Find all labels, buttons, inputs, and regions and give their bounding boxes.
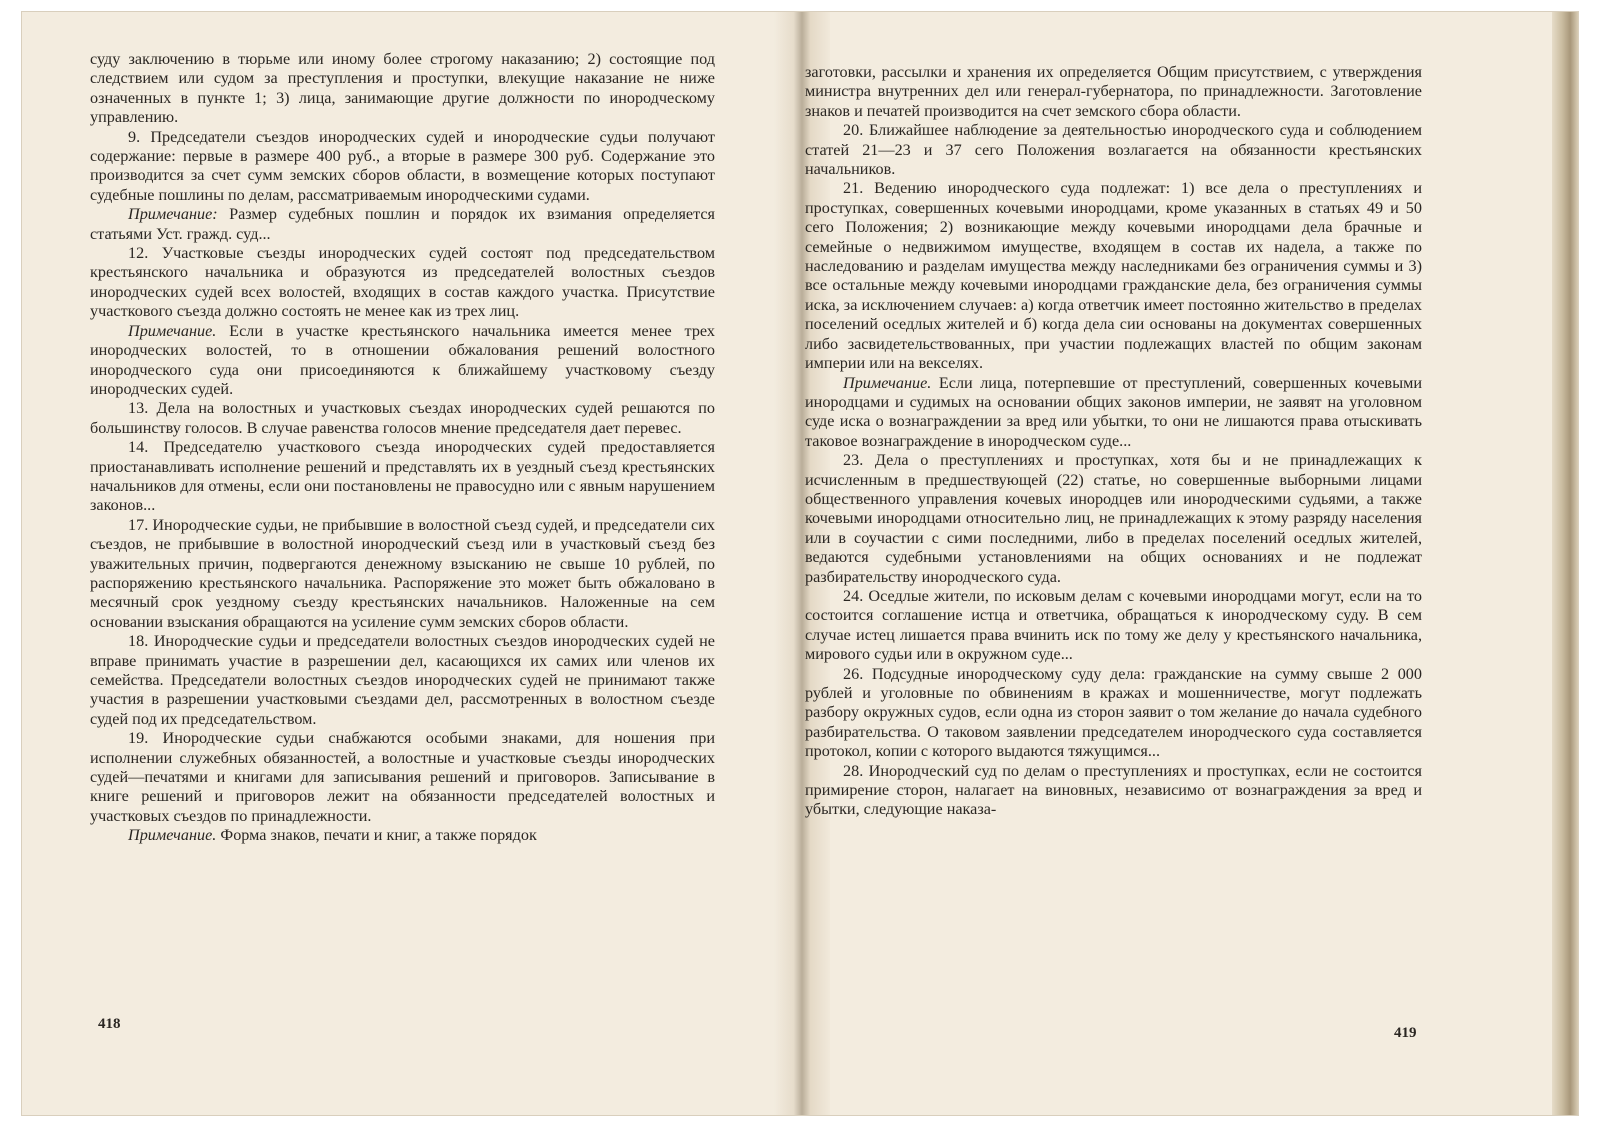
paragraph <box>805 63 1422 121</box>
paragraph <box>805 121 1422 179</box>
left-page-text <box>90 50 715 846</box>
note-label: Примечание. <box>128 826 217 845</box>
paragraph <box>805 665 1422 762</box>
paragraph-text: Размер судебных пошлин и порядок их взимания определяется статьями Уст. гражд. суд... <box>90 205 715 243</box>
paragraph-text: 23. Дела о преступлениях и проступках, хотя бы и не принадлежащих к исчисленным в предшествующей (22) статье, но совершенные выборными лицами общественного управления кочевых инородцев или инородческими судьями, а также кочевыми инородцами относительно лиц, не принадлежащих к этому разряду населения или в соучастии с сими последними, либо в пределах поселений оседлых жителей, ведаются судебными установлениями на общих основаниях и не подлежат разбирательству инородческого суда. <box>805 451 1422 586</box>
paragraph <box>805 451 1422 587</box>
paragraph <box>90 244 715 322</box>
paragraph-text: 14. Председателю участкового съезда инородческих судей предоставляется приостанавливать исполнение решений и представлять их в уездный съезд крестьянских начальников для отмены, если они постановлены не правосудно или с явным нарушением законов... <box>90 438 715 515</box>
paragraph <box>90 826 715 845</box>
paragraph-text: 13. Дела на волостных и участковых съездах инородческих судей решаются по большинству голосов. В случае равенства голосов мнение председателя дает перевес. <box>90 399 715 437</box>
paragraph <box>90 438 715 516</box>
paragraph <box>90 729 715 826</box>
paragraph-text: Если лица, потерпевшие от преступлений, совершенных кочевыми инородцами и судимых на основании общих законов империи, не заявят на уголовном суде иска о вознаграждении за вред или убытки, то они не лишаются права отыскивать таковое вознаграждение в инородческом суде... <box>805 373 1422 450</box>
page-number-right: 419 <box>1394 1025 1417 1041</box>
paragraph-text: заготовки, рассылки и хранения их определяется Общим присутствием, с утверждения министра внутренних дел или генерал-губернатора, по принадлежности. Заготовление знаков и печатей производится на счет земского сбора области. <box>805 63 1422 120</box>
page-edge <box>1552 12 1578 1115</box>
paragraph-text: 20. Ближайшее наблюдение за деятельностью инородческого суда и соблюдением статей 21—23 и 37 сего Положения возлагается на обязанности крестьянских начальников. <box>805 121 1422 179</box>
paragraph <box>90 399 715 438</box>
paragraph-text: суду заключению в тюрьме или иному более строгому наказанию; 2) состоящие под следствием или судом за преступления и проступки, влекущие наказание не ниже означенных в пункте 1; 3) лица, занимающие другие должности по инородческому управлению. <box>90 50 715 127</box>
paragraph <box>90 632 715 729</box>
paragraph <box>805 762 1422 820</box>
paragraph-text: 26. Подсудные инородческому суду дела: гражданские на сумму свыше 2 000 рублей и уголовные по обвинениям в кражах и мошенничестве, могут подлежать разбору окружных судов, если одна из сторон заявит о том желание до начала судебного разбирательства. О таковом заявлении председателем инородческого суда составляется протокол, копии с которого выдаются тяжущимся... <box>805 664 1422 761</box>
paragraph-text: 12. Участковые съезды инородческих судей состоят под председательством крестьянского начальника и образуются из председателей волостных съездов инородческих судей всех волостей, входящих в состав каждого участка. Присутствие участкового съезда должно состоять не менее как из трех лиц. <box>90 244 715 321</box>
paragraph <box>805 374 1422 452</box>
paragraph-text: 19. Инородческие судьи снабжаются особыми знаками, для ношения при исполнении служебных обязанностей, а волостные и участковые съезды инородческих судей—печатями и книгами для записывания решений и приговоров. Записывание в книге решений и приговоров лежит на обязанности председателей волостных и участковых съездов по принадлежности. <box>90 729 715 825</box>
paragraph-text: 28. Инородческий суд по делам о преступлениях и проступках, если не состоится примирение сторон, налагает на виновных, независимо от вознаграждения за вред и убытки, следующие наказа- <box>805 761 1422 819</box>
paragraph-text: 18. Инородческие судьи и председатели волостных съездов инородческих судей не вправе принимать участие в разрешении дел, касающихся их самих или членов их семейства. Председатели волостных съездов инородческих судей не принимают также участия в разрешении участковыми съездами дел, рассмотренных в волостном съезде судей под их председательством. <box>90 632 715 728</box>
note-label: Примечание. <box>128 321 217 340</box>
paragraph-text: 24. Оседлые жители, по исковым делам с кочевыми инородцами могут, если на то состоится соглашение истца и ответчика, обращаться к инородческому суду. В сем случае истец лишается права вчинить иск по тому же делу у крестьянского начальника, мирового судьи или в окружном суде... <box>805 586 1422 664</box>
paragraph <box>90 322 715 400</box>
note-label: Примечание: <box>128 205 218 224</box>
paragraph-text: Если в участке крестьянского начальника имеется менее трех инородческих волостей, то в отношении обжалования решений волостного инородческого суда они присоединяются к ближайшему участковому съезду инородческих судей. <box>90 321 715 398</box>
paragraph <box>805 587 1422 665</box>
paragraph-text: 17. Инородческие судьи, не прибывшие в волостной съезд судей, и председатели сих съездов, не прибывшие в волостной инородческий съезд или в участковый съезд без уважительных причин, подвергаются денежному взысканию не свыше 10 рублей, по распоряжению крестьянского начальника. Распоряжение это может быть обжаловано в месячный срок уездному съезду крестьянских начальников. Наложенные на сем основании взыскания обращаются на усиление сумм земских сборов области. <box>90 515 715 631</box>
paragraph <box>90 205 715 244</box>
paragraph-text: 21. Ведению инородческого суда подлежат: 1) все дела о преступлениях и проступках, совершенных кочевыми инородцами, кроме указанных в статьях 49 и 50 сего Положения; 2) возникающие между кочевыми инородцами дела брачные и семейные о недвижимом имуществе, входящем в состав их надела, а также по наследованию и разделам имущества между наследниками без ограничения суммы и 3) все остальные между кочевыми инородцами гражданские дела, без ограничения суммы иска, за исключением случаев: а) когда ответчик имеет постоянно жительство в пределах поселений оседлых жителей и б) когда дела сии основаны на документах совершенных либо засвидетельствованных, при участии подлежащих властей по общим законам империи или на векселях. <box>805 179 1422 373</box>
right-page-text <box>805 63 1422 820</box>
note-label: Примечание. <box>843 373 932 392</box>
paragraph-text: Форма знаков, печати и книг, а также порядок <box>216 826 537 845</box>
page-number-left: 418 <box>98 1016 121 1032</box>
paragraph <box>805 179 1422 373</box>
paragraph <box>90 50 715 128</box>
paragraph <box>90 128 715 206</box>
paragraph-text: 9. Председатели съездов инородческих судей и инородческие судьи получают содержание: первые в размере 400 руб., а вторые в размере 300 руб. Содержание это производится за счет сумм земских сборов области, в возмещение которых поступают судебные пошлины по делам, рассматриваемым инородческими судами. <box>90 127 715 204</box>
paragraph <box>90 516 715 632</box>
